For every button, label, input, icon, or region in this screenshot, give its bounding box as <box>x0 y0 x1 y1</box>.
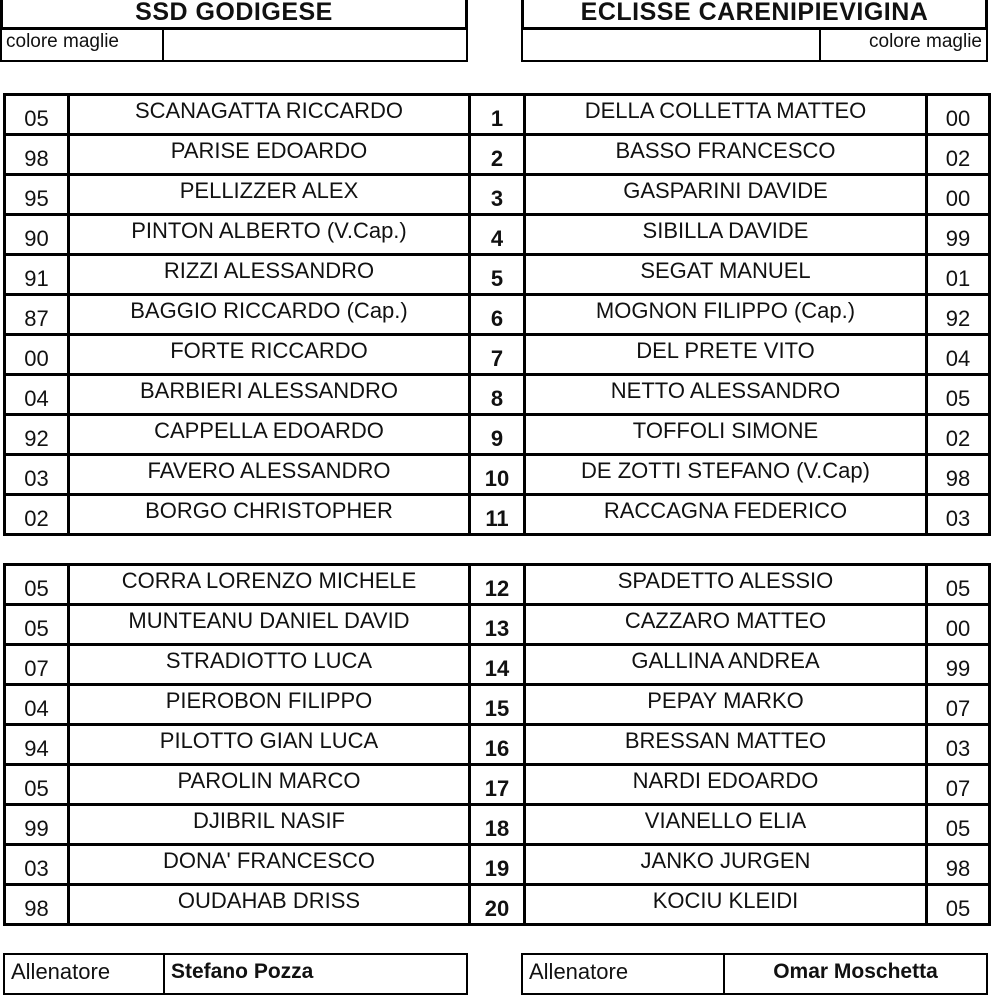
home-player-name: FAVERO ALESSANDRO <box>69 455 470 495</box>
home-player-year: 05 <box>5 605 69 645</box>
away-player-name: VIANELLO ELIA <box>525 805 927 845</box>
home-player-year: 03 <box>5 455 69 495</box>
away-player-year: 05 <box>927 885 990 925</box>
home-player-year: 87 <box>5 295 69 335</box>
away-player-name: DELLA COLLETTA MATTEO <box>525 95 927 135</box>
away-team-name: ECLISSE CARENIPIEVIGINA <box>580 0 929 26</box>
shirt-number: 10 <box>470 455 525 495</box>
home-color-box <box>0 29 468 62</box>
shirt-number: 20 <box>470 885 525 925</box>
away-player-name: JANKO JURGEN <box>525 845 927 885</box>
home-player-name: OUDAHAB DRISS <box>69 885 470 925</box>
home-coach-label: Allenatore <box>5 955 165 993</box>
starters-table <box>3 93 991 536</box>
away-player-year: 01 <box>927 255 990 295</box>
home-player-year: 04 <box>5 375 69 415</box>
home-player-year: 00 <box>5 335 69 375</box>
home-player-year: 04 <box>5 685 69 725</box>
home-player-year: 05 <box>5 95 69 135</box>
away-player-year: 92 <box>927 295 990 335</box>
away-coach-label: Allenatore <box>523 955 725 993</box>
player-row <box>5 605 990 645</box>
away-player-year: 05 <box>927 565 990 605</box>
shirt-number: 12 <box>470 565 525 605</box>
away-player-year: 00 <box>927 175 990 215</box>
home-player-name: DJIBRIL NASIF <box>69 805 470 845</box>
home-color-label: colore maglie <box>6 31 119 52</box>
shirt-number: 11 <box>470 495 525 535</box>
shirt-number: 17 <box>470 765 525 805</box>
away-player-name: GASPARINI DAVIDE <box>525 175 927 215</box>
player-row <box>5 415 990 455</box>
away-player-name: NETTO ALESSANDRO <box>525 375 927 415</box>
home-player-year: 05 <box>5 765 69 805</box>
home-player-year: 98 <box>5 135 69 175</box>
home-player-name: BORGO CHRISTOPHER <box>69 495 470 535</box>
away-player-name: GALLINA ANDREA <box>525 645 927 685</box>
away-player-name: SIBILLA DAVIDE <box>525 215 927 255</box>
home-player-year: 90 <box>5 215 69 255</box>
home-player-name: SCANAGATTA RICCARDO <box>69 95 470 135</box>
shirt-number: 18 <box>470 805 525 845</box>
away-player-name: SEGAT MANUEL <box>525 255 927 295</box>
away-coach-name: Omar Moschetta <box>773 960 938 983</box>
home-player-name: PELLIZZER ALEX <box>69 175 470 215</box>
player-row <box>5 805 990 845</box>
player-row <box>5 175 990 215</box>
shirt-number: 7 <box>470 335 525 375</box>
player-row <box>5 135 990 175</box>
home-player-name: PARISE EDOARDO <box>69 135 470 175</box>
home-player-name: BAGGIO RICCARDO (Cap.) <box>69 295 470 335</box>
player-row <box>5 645 990 685</box>
home-coach-name: Stefano Pozza <box>171 960 314 983</box>
player-row <box>5 335 990 375</box>
home-player-year: 02 <box>5 495 69 535</box>
home-player-year: 07 <box>5 645 69 685</box>
away-color-box <box>521 29 988 62</box>
away-player-year: 02 <box>927 415 990 455</box>
home-team-name-box <box>0 0 468 30</box>
away-player-year: 99 <box>927 215 990 255</box>
shirt-number: 13 <box>470 605 525 645</box>
away-player-year: 03 <box>927 725 990 765</box>
away-coach-box <box>521 953 988 995</box>
home-player-year: 05 <box>5 565 69 605</box>
home-player-name: CAPPELLA EDOARDO <box>69 415 470 455</box>
away-color-label: colore maglie <box>869 31 982 52</box>
shirt-number: 8 <box>470 375 525 415</box>
home-player-year: 94 <box>5 725 69 765</box>
player-row <box>5 885 990 925</box>
away-player-year: 03 <box>927 495 990 535</box>
shirt-number: 14 <box>470 645 525 685</box>
player-row <box>5 255 990 295</box>
player-row <box>5 455 990 495</box>
home-player-name: STRADIOTTO LUCA <box>69 645 470 685</box>
away-player-name: KOCIU KLEIDI <box>525 885 927 925</box>
away-player-year: 00 <box>927 605 990 645</box>
player-row <box>5 375 990 415</box>
home-player-year: 99 <box>5 805 69 845</box>
home-coach-box <box>3 953 468 995</box>
home-player-year: 92 <box>5 415 69 455</box>
home-player-name: PILOTTO GIAN LUCA <box>69 725 470 765</box>
home-player-year: 95 <box>5 175 69 215</box>
home-team-name: SSD GODIGESE <box>135 0 333 26</box>
substitutes-table <box>3 563 991 926</box>
home-player-name: CORRA LORENZO MICHELE <box>69 565 470 605</box>
away-player-name: DEL PRETE VITO <box>525 335 927 375</box>
home-player-year: 03 <box>5 845 69 885</box>
away-player-name: RACCAGNA FEDERICO <box>525 495 927 535</box>
away-player-name: CAZZARO MATTEO <box>525 605 927 645</box>
home-player-year: 91 <box>5 255 69 295</box>
shirt-number: 15 <box>470 685 525 725</box>
away-team-name-box <box>521 0 988 30</box>
player-row <box>5 295 990 335</box>
home-player-name: BARBIERI ALESSANDRO <box>69 375 470 415</box>
shirt-number: 5 <box>470 255 525 295</box>
away-player-name: TOFFOLI SIMONE <box>525 415 927 455</box>
shirt-number: 6 <box>470 295 525 335</box>
away-player-name: MOGNON FILIPPO (Cap.) <box>525 295 927 335</box>
away-player-name: SPADETTO ALESSIO <box>525 565 927 605</box>
shirt-number: 3 <box>470 175 525 215</box>
away-player-name: BRESSAN MATTEO <box>525 725 927 765</box>
home-player-name: DONA' FRANCESCO <box>69 845 470 885</box>
shirt-number: 4 <box>470 215 525 255</box>
away-player-year: 02 <box>927 135 990 175</box>
player-row <box>5 765 990 805</box>
home-player-name: RIZZI ALESSANDRO <box>69 255 470 295</box>
shirt-number: 1 <box>470 95 525 135</box>
home-player-name: PINTON ALBERTO (V.Cap.) <box>69 215 470 255</box>
away-player-year: 05 <box>927 375 990 415</box>
away-player-year: 98 <box>927 455 990 495</box>
home-player-name: FORTE RICCARDO <box>69 335 470 375</box>
away-color-field[interactable] <box>523 29 821 60</box>
player-row <box>5 845 990 885</box>
away-player-year: 04 <box>927 335 990 375</box>
player-row <box>5 685 990 725</box>
away-player-year: 05 <box>927 805 990 845</box>
shirt-number: 16 <box>470 725 525 765</box>
away-player-year: 98 <box>927 845 990 885</box>
player-row <box>5 215 990 255</box>
home-player-year: 98 <box>5 885 69 925</box>
away-player-name: BASSO FRANCESCO <box>525 135 927 175</box>
player-row <box>5 565 990 605</box>
shirt-number: 19 <box>470 845 525 885</box>
away-player-year: 00 <box>927 95 990 135</box>
away-player-year: 99 <box>927 645 990 685</box>
shirt-number: 9 <box>470 415 525 455</box>
away-player-name: PEPAY MARKO <box>525 685 927 725</box>
home-player-name: MUNTEANU DANIEL DAVID <box>69 605 470 645</box>
home-player-name: PIEROBON FILIPPO <box>69 685 470 725</box>
player-row <box>5 95 990 135</box>
shirt-number: 2 <box>470 135 525 175</box>
away-player-name: DE ZOTTI STEFANO (V.Cap) <box>525 455 927 495</box>
player-row <box>5 725 990 765</box>
player-row <box>5 495 990 535</box>
home-color-field[interactable] <box>162 29 466 60</box>
home-player-name: PAROLIN MARCO <box>69 765 470 805</box>
away-player-name: NARDI EDOARDO <box>525 765 927 805</box>
away-player-year: 07 <box>927 765 990 805</box>
away-player-year: 07 <box>927 685 990 725</box>
